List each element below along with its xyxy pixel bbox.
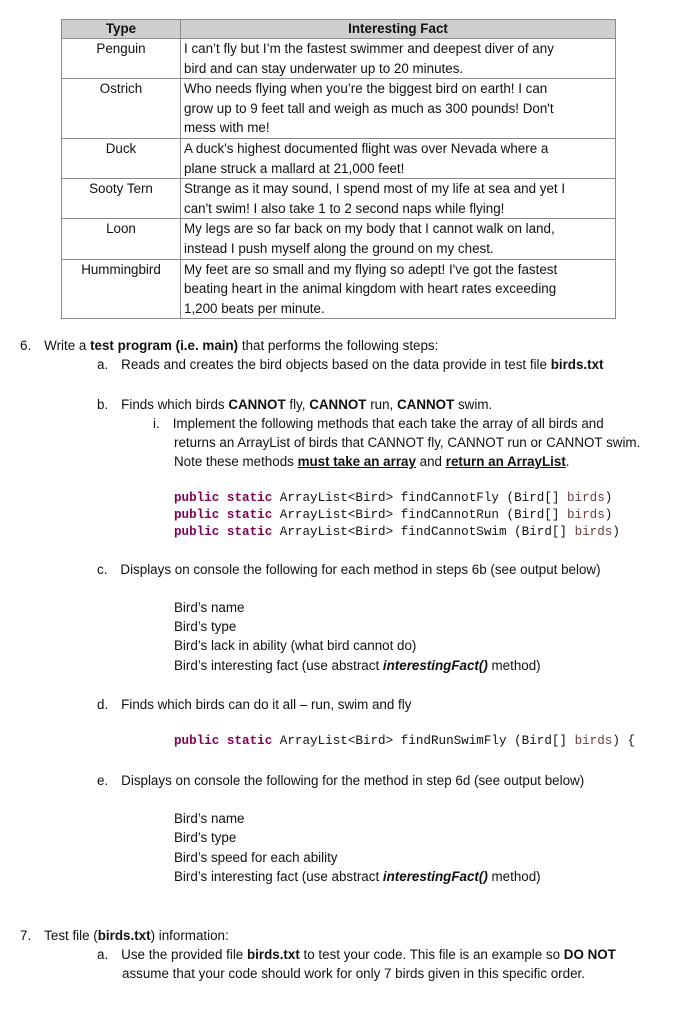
code-findCannotRun [174,507,612,524]
code-end: ) [604,508,613,522]
step7a-line1 [97,945,616,964]
bird-facts-table [61,19,616,319]
step6c-fact-method: interestingFact() [382,658,488,673]
step6c-item-lack: Bird’s lack in ability (what bird cannot do) [174,638,417,653]
step7-post: ) information: [150,928,229,943]
step6e-fact-post: method) [487,869,541,884]
step7-number: 7. [20,928,32,943]
bird-type-cell: Penguin [62,39,181,79]
code-mid: ArrayList<Bird> findCannotSwim (Bird[] [272,525,575,539]
step6b [97,395,492,414]
table-header-row [62,20,616,39]
bird-type-cell: Ostrich [62,79,181,139]
header-type: Type [62,20,181,39]
fact-line: instead I push myself along the ground on my chest. [184,240,494,256]
bird-type-cell: Hummingbird [62,259,181,319]
bird-type-cell: Loon [62,219,181,259]
table-row [62,179,616,219]
step6a-bold: birds.txt [550,357,604,372]
step6d-text: Finds which birds can do it all – run, swim and fly [121,697,412,712]
step6b-t2: fly, [285,397,310,412]
step6c-text: Displays on console the following for each method in steps 6b (see output below) [120,562,601,577]
code-findRunSwimFly [174,733,635,750]
step6c-fact-pre: Bird’s interesting fact (use abstract [174,658,383,673]
step6e-item-name: Bird’s name [174,811,245,826]
header-fact: Interesting Fact [181,20,616,39]
code-end: ) { [612,734,636,748]
step6e [97,771,584,790]
fact-line: grow up to 9 feet tall and weigh as much as 300 pounds! Don't [184,100,554,116]
step6b-label: b. [97,397,109,412]
step6b-t3: run, [366,397,397,412]
step6bi-line1-text: Implement the following methods that each take the array of all birds and [172,416,604,431]
step6b-t1: Finds which birds [121,397,229,412]
step7a-pre: Use the provided file [121,947,247,962]
code-findCannotFly [174,490,612,507]
bird-fact-cell [181,79,616,139]
fact-line: 1,200 beats per minute. [184,300,325,316]
step6c-fact-post: method) [487,658,541,673]
step6b-b3: CANNOT [396,397,455,412]
step6c-label: c. [97,562,108,577]
bird-fact-cell [181,179,616,219]
code-mid: ArrayList<Bird> findCannotRun (Bird[] [272,508,567,522]
fact-line: Strange as it may sound, I spend most of my life at sea and yet I [184,181,566,197]
step6bi-line3-pre: Note these methods [174,454,298,469]
step7a-bold2: DO NOT [563,947,616,962]
fact-line: My legs are so far back on my body that I cannot walk on land, [184,221,555,237]
table-row [62,259,616,319]
step6bi-line3-u1: must take an array [297,454,416,469]
code-kw: public static [174,734,273,748]
step6e-item-speed: Bird’s speed for each ability [174,850,338,865]
code-param: birds [574,525,613,539]
step6-number: 6. [20,338,32,353]
code-findCannotSwim [174,524,620,541]
code-mid: ArrayList<Bird> findCannotFly (Bird[] [272,491,567,505]
fact-line: can't swim! I also take 1 to 2 second naps while flying! [184,200,505,216]
step7a-line2: assume that your code should work for only 7 birds given in this specific order. [122,966,585,981]
fact-line: A duck's highest documented flight was over Nevada where a [184,140,549,156]
step6e-text: Displays on console the following for the method in step 6d (see output below) [121,773,585,788]
step6-bold: test program (i.e. main) [90,338,239,353]
step6e-fact-pre: Bird’s interesting fact (use abstract [174,869,383,884]
code-mid: ArrayList<Bird> findRunSwimFly (Bird[] [272,734,575,748]
step6b-b2: CANNOT [309,397,367,412]
fact-line: bird and can stay underwater up to 20 minutes. [184,60,464,76]
step7-bold: birds.txt [97,928,151,943]
step7a-mid: to test your code. This file is an example so [299,947,564,962]
step6-text-post: that performs the following steps: [238,338,439,353]
step6bi-label: i. [153,416,160,431]
step6c-item-fact [174,656,541,675]
step6b-t4: swim. [454,397,493,412]
table-row [62,39,616,79]
code-kw: public static [174,491,273,505]
step6e-fact-method: interestingFact() [382,869,488,884]
code-param: birds [574,734,613,748]
bird-fact-cell [181,219,616,259]
step6a-text: Reads and creates the bird objects based on the data provide in test file [121,357,551,372]
step6e-label: e. [97,773,109,788]
bird-type-cell: Duck [62,138,181,178]
code-kw: public static [174,525,273,539]
step6bi-line3-post: . [565,454,570,469]
step6-heading [20,336,438,355]
step6e-item-fact [174,867,541,886]
code-kw: public static [174,508,273,522]
code-end: ) [612,525,620,539]
fact-line: I can’t fly but I’m the fastest swimmer and deepest diver of any [184,41,554,56]
step6d [97,695,411,714]
table-row [62,138,616,178]
step6b-b1: CANNOT [228,397,286,412]
step6bi-line3 [174,452,570,471]
bird-type-cell: Sooty Tern [62,179,181,219]
bird-fact-cell [181,259,616,319]
step6a [97,355,604,374]
step7a-bold: birds.txt [246,947,300,962]
fact-line: plane struck a mallard at 21,000 feet! [184,160,405,176]
step6-text-pre: Write a [44,338,91,353]
step6c-item-name: Bird’s name [174,600,245,615]
step6bi-line2: returns an ArrayList of birds that CANNOT fly, CANNOT run or CANNOT swim. [174,435,641,450]
step7-heading [20,926,229,945]
code-end: ) [604,491,613,505]
bird-fact-cell [181,138,616,178]
step6c [97,560,601,579]
step6bi-line3-mid: and [415,454,446,469]
code-param: birds [567,491,605,505]
step6bi-line1 [153,414,604,433]
step6a-label: a. [97,357,109,372]
step7a-label: a. [97,947,109,962]
step6bi-line3-u2: return an ArrayList [445,454,566,469]
code-param: birds [567,508,605,522]
fact-line: Who needs flying when you’re the biggest bird on earth! I can [184,81,548,97]
fact-line: beating heart in the animal kingdom with heart rates exceeding [184,281,557,297]
step6c-item-type: Bird’s type [174,619,237,634]
step6e-item-type: Bird’s type [174,830,237,845]
table-row [62,79,616,139]
fact-line: My feet are so small and my flying so adept! I've got the fastest [184,261,558,277]
step7-pre: Test file ( [44,928,98,943]
bird-fact-cell [181,39,616,79]
fact-line: mess with me! [184,120,270,136]
step6d-label: d. [97,697,109,712]
table-row [62,219,616,259]
